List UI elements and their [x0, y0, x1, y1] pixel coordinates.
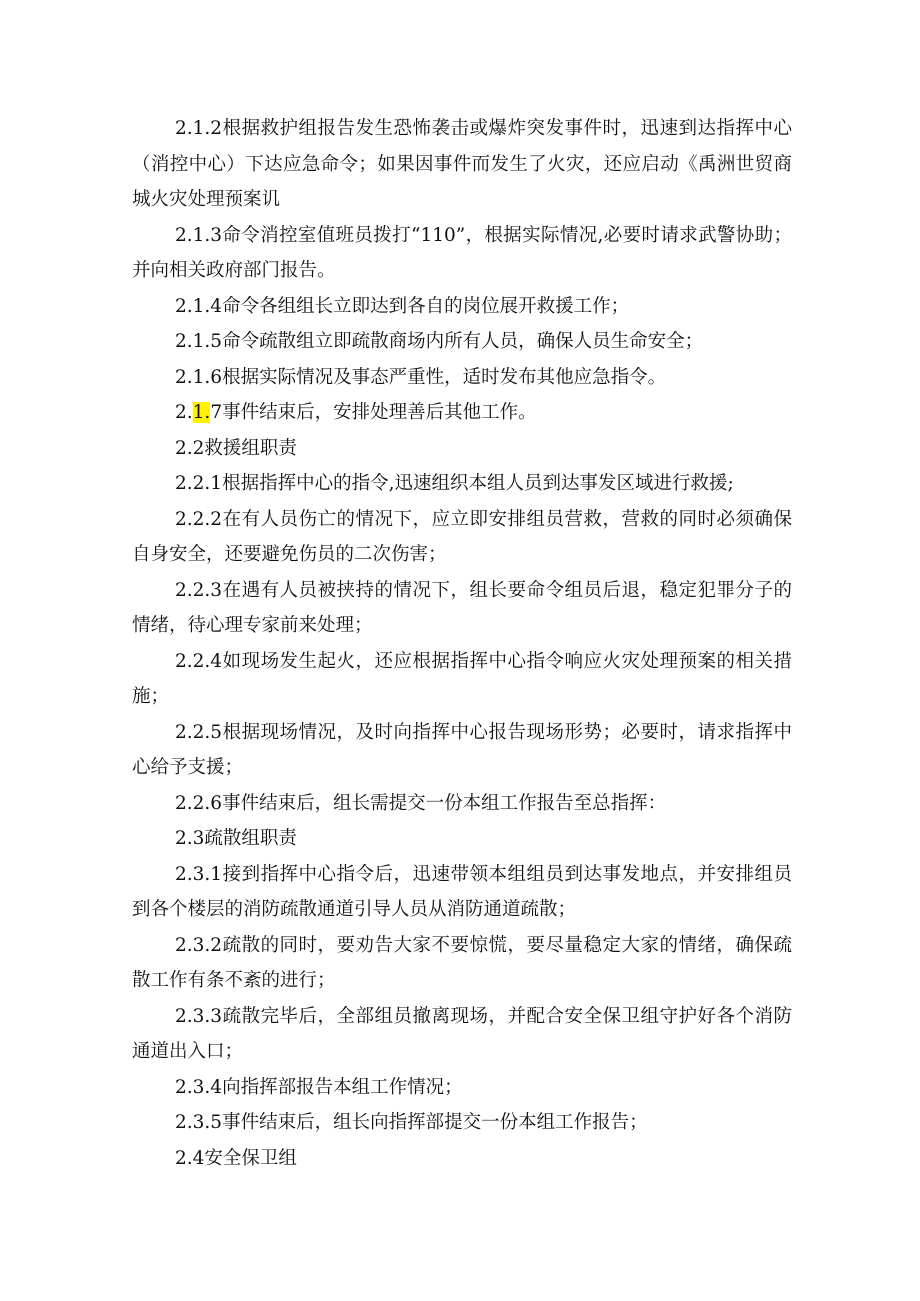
paragraph-2-2-1: 2.2.1根据指挥中心的指令,迅速组织本组人员到达事发区域进行救援; [175, 473, 734, 494]
heading-2-4: 2.4安全保卫组 [175, 1147, 297, 1169]
highlight-mark: 1. [192, 402, 211, 423]
paragraph-2-1-7-prefix: 2. [175, 402, 193, 423]
paragraph-2-3-4: 2.3.4向指挥部报告本组工作情况； [175, 1076, 463, 1098]
paragraph-2-1-7 [132, 395, 792, 431]
paragraph-2-2-4: 2.2.4如现场发生起火，还应根据指挥中心指令响应火灾处理预案的相关措施； [132, 650, 792, 707]
paragraph-2-1-5: 2.1.5命令疏散组立即疏散商场内所有人员，确保人员生命安全； [175, 331, 704, 352]
paragraph-2-2-5: 2.2.5根据现场情况，及时向指挥中心报告现场形势；必要时，请求指挥中心给予支援； [132, 721, 792, 778]
document-body [132, 111, 792, 1176]
paragraph-2-2-6: 2.2.6事件结束后，组长需提交一份本组工作报告至总指挥： [175, 792, 667, 814]
paragraph-2-1-3: 2.1.3命令消控室值班员拨打“110”，根据实际情况,必要时请求武警协助；并向相关政府部门报告。 [132, 224, 792, 281]
paragraph-2-2-2: 2.2.2在有人员伤亡的情况下，应立即安排组员营救，营救的同时必须确保自身安全，还要避免伤员的二次伤害； [132, 508, 792, 565]
heading-2-3: 2.3疏散组职责 [175, 828, 297, 849]
paragraph-2-3-3: 2.3.3疏散完毕后，全部组员撤离现场，并配合安全保卫组守护好各个消防通道出入口； [132, 1005, 792, 1062]
paragraph-2-3-1: 2.3.1接到指挥中心指令后，迅速带领本组组员到达事发地点，并安排组员到各个楼层的消防疏散通道引导人员从消防通道疏散； [132, 863, 792, 920]
paragraph-2-1-2: 2.1.2根据救护组报告发生恐怖袭击或爆炸突发事件时，迅速到达指挥中心（消控中心）下达应急命令；如果因事件而发生了火灾，还应启动《禹洲世贸商城火灾处理预案讥 [132, 118, 792, 210]
paragraph-2-1-6: 2.1.6根据实际情况及事态严重性，适时发布其他应急指令。 [175, 366, 667, 388]
paragraph-2-2-3: 2.2.3在遇有人员被挟持的情况下，组长要命令组员后退，稳定犯罪分子的情绪，待心理专家前来处理； [132, 579, 792, 636]
paragraph-2-1-7-rest: 7事件结束后，安排处理善后其他工作。 [210, 402, 537, 423]
paragraph-2-1-4: 2.1.4命令各组组长立即达到各自的岗位展开救援工作； [175, 295, 630, 317]
paragraph-2-3-5: 2.3.5事件结束后，组长向指挥部提交一份本组工作报告； [175, 1112, 648, 1133]
paragraph-2-3-2: 2.3.2疏散的同时，要劝告大家不要惊慌，要尽量稳定大家的情绪，确保疏散工作有条不紊的进行； [132, 934, 792, 991]
heading-2-2: 2.2救援组职责 [175, 437, 297, 459]
